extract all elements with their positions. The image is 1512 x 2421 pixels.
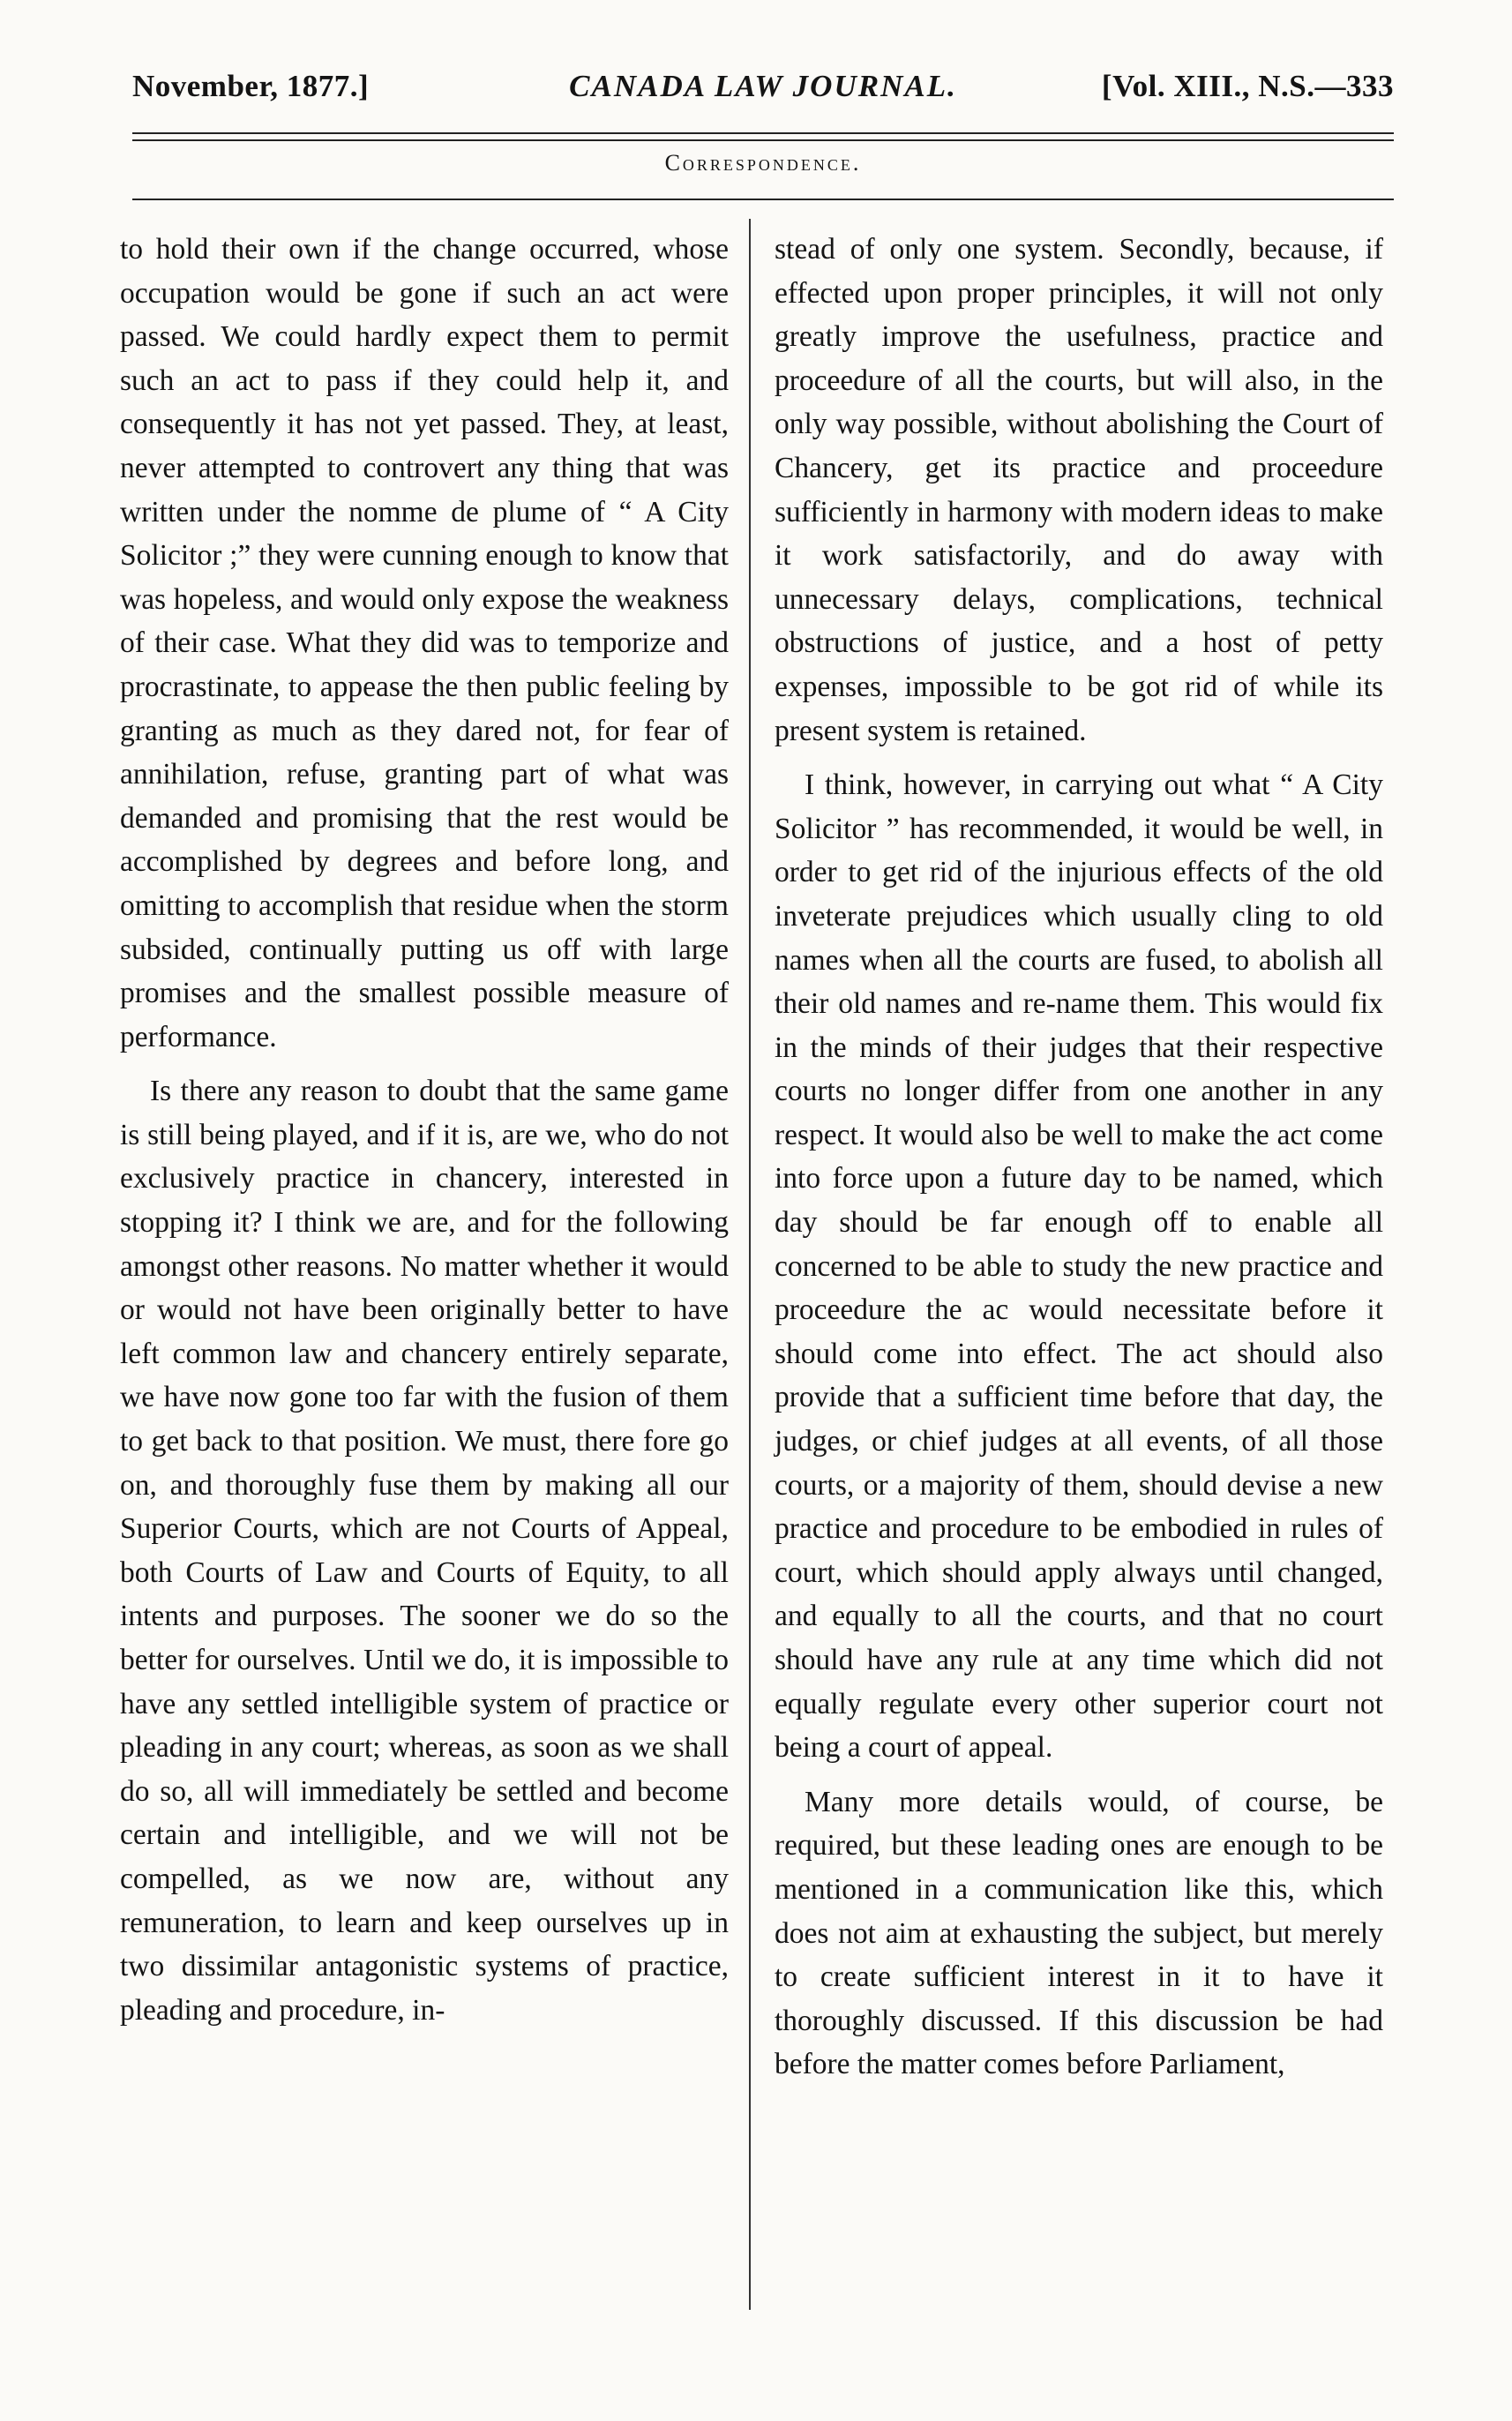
right-paragraph-2: I think, however, in carrying out what “ A City Solicitor ” has recommended, it would be well, in order to get rid of the injurious effects of the old inveterate prejudices which usually cling to old names when all the courts are fused, to abolish all their old names and re-name them. This would fix in the minds of their judges that their respective courts no longer differ from one another in any respect. It would also be well to make the act come into force upon a future day to be named, which day should be far enough off to enable all concerned to be able to study the new practice and proceedure the ac would necessitate before it should come into effect. The act should also provide that a sufficient time before that day, the judges, or chief judges at all events, of all those courts, or a majority of them, should devise a new practice and procedure to be embodied in rules of court, which should apply always until changed, and equally to all the courts, and that no court should have any rule at any time which did not equally regulate every other superior court not being a court of appeal. <box>775 768 1383 1765</box>
issue-date: November, 1877.] <box>132 69 370 103</box>
right-column <box>775 228 1383 2087</box>
left-paragraph-2: Is there any reason to doubt that the same game is still being played, and if it is, are we, who do not exclusively practice in chancery, interested in stopping it? I think we are, and for the following amongst other reasons. No matter whether it would or would not have been originally better to have left common law and chancery entirely separate, we have now gone too far with the fusion of them to get back to that position. We must, there fore go on, and thoroughly fuse them by making all our Superior Courts, which are not Courts of Appeal, both Courts of Law and Courts of Equity, to all intents and purposes. The sooner we do so the better for ourselves. Until we do, it is impossible to have any settled intelligible system of practice or pleading in any court; whereas, as soon as we shall do so, all will immediately be settled and become certain and intelligible, and we will not be compelled, as we now are, without any remuneration, to learn and keep ourselves up in two dissimilar antagonistic systems of practice, pleading and procedure, in- <box>120 1075 729 2027</box>
volume-page-number: [Vol. XIII., N.S.—333 <box>1101 69 1394 103</box>
right-paragraph-3: Many more details would, of course, be required, but these leading ones are enough to be mentioned in a communication like this, which does not aim at exhausting the subject, but merely to create sufficient interest in it to have it thoroughly discussed. If this discussion be had before the matter comes before Parliament, <box>775 1785 1383 2081</box>
header-double-rule <box>132 132 1394 141</box>
section-rule <box>132 199 1394 200</box>
left-column <box>120 228 729 2032</box>
page-header <box>132 69 1394 122</box>
section-title: Correspondence. <box>664 150 862 176</box>
journal-title: CANADA LAW JOURNAL. <box>569 69 957 103</box>
right-paragraph-1: stead of only one system. Secondly, because, if effected upon proper principles, it will not only greatly improve the usefulness, practice and proceedure of all the courts, but will also, in the only way possible, without abolishing the Court of Chancery, get its practice and proceedure sufficiently in harmony with modern ideas to make it work satisfactorily, and do away with unnecessary delays, complications, technical obstructions of justice, and a host of petty expenses, impossible to be got rid of while its present system is retained. <box>775 233 1383 747</box>
column-divider <box>749 219 751 2310</box>
left-paragraph-1: to hold their own if the change occurred, whose occupation would be gone if such an act were passed. We could hardly expect them to permit such an act to pass if they could help it, and consequently it has not yet passed. They, at least, never attempted to controvert any thing that was written under the nomme de plume of “ A City Solicitor ;” they were cunning enough to know that was hopeless, and would only expose the weakness of their case. What they did was to temporize and procrastinate, to appease the then public feeling by granting as much as they dared not, for fear of annihilation, refuse, granting part of what was demanded and promising that the rest would be accomplished by degrees and before long, and omitting to accomplish that residue when the storm subsided, continually putting us off with large promises and the smallest possible measure of performance. <box>120 233 729 1053</box>
